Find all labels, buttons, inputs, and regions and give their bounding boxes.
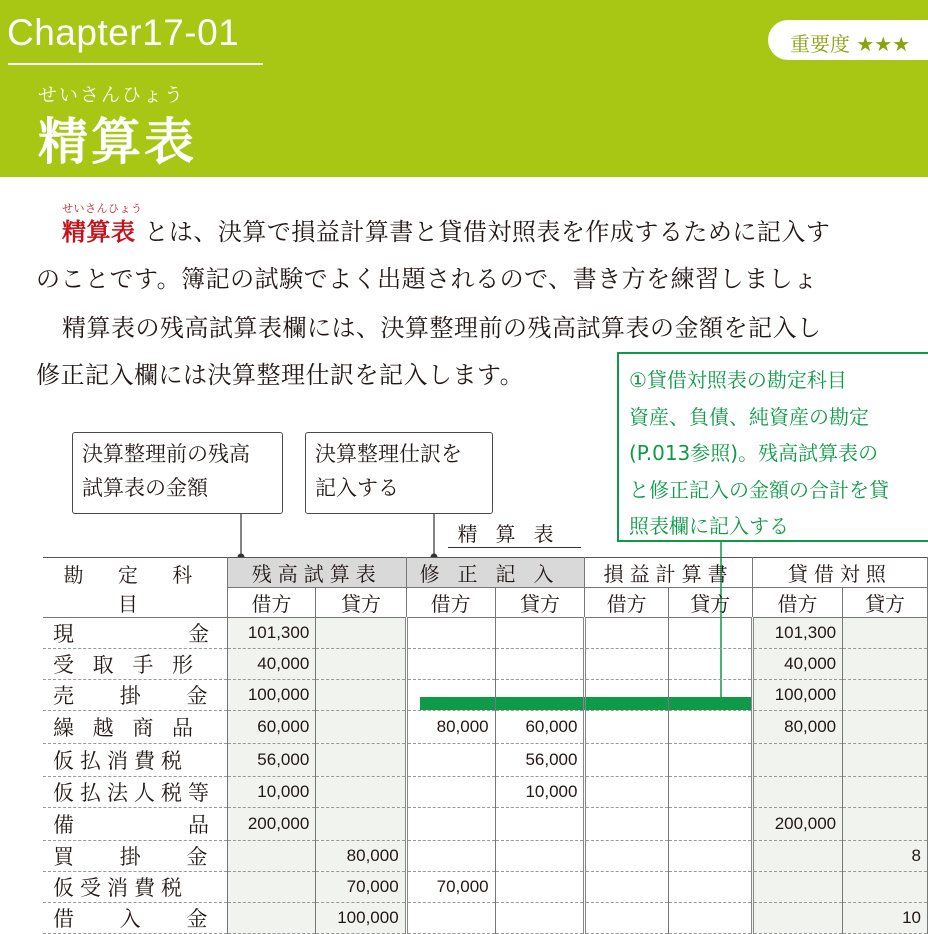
green-callout-line-2: 資産、負債、純資産の勘定 [629,404,869,429]
amount-cell [495,872,585,903]
amount-cell [668,808,752,841]
credit-header: 貸方 [668,588,752,618]
amount-cell: 56,000 [495,744,585,777]
title-ruby: せいさんひょう [38,84,186,106]
green-callout-line-1: ①貸借対照表の勘定科目 [629,368,847,392]
table-row [43,903,928,934]
amount-cell: 56,000 [227,744,316,777]
worksheet-table [43,557,928,934]
amount-cell: 10,000 [495,777,585,808]
amount-cell: 70,000 [316,872,406,903]
amount-cell [495,680,585,711]
amount-cell [495,808,585,841]
amount-cell: 101,300 [227,618,316,649]
chapter-number: Chapter17-01 [7,12,240,53]
amount-cell: 100,000 [752,680,842,711]
amount-cell [227,872,316,903]
amount-cell: 100,000 [316,903,406,934]
account-name: 売 掛 金 [43,680,227,711]
amount-cell [316,649,406,680]
amount-cell [406,744,495,777]
group-balance-sheet: 貸借対照 [752,558,927,588]
green-callout-line-5: 照表欄に記入する [629,514,789,538]
amount-cell [668,649,752,680]
amount-cell [668,711,752,744]
amount-cell [752,744,842,777]
amount-cell [316,711,406,744]
amount-cell [316,744,406,777]
account-name: 買 掛 金 [43,841,227,872]
amount-cell [668,777,752,808]
table-row [43,777,928,808]
paragraph-line-2: のことです。簿記の試験でよく出題されるので、書き方を練習しましょ [36,265,818,293]
amount-cell: 70,000 [406,872,495,903]
amount-cell: 80,000 [406,711,495,744]
amount-cell [406,777,495,808]
group-adjustments: 修正記入 [406,558,585,588]
amount-cell [495,841,585,872]
amount-cell [752,777,842,808]
amount-cell [585,872,668,903]
amount-cell [843,777,928,808]
amount-cell: 200,000 [227,808,316,841]
amount-cell [752,872,842,903]
amount-cell [668,841,752,872]
amount-cell [227,903,316,934]
amount-cell [316,680,406,711]
credit-header: 貸方 [495,588,585,618]
amount-cell [843,744,928,777]
amount-cell: 80,000 [316,841,406,872]
account-name: 受 取 手 形 [43,649,227,680]
green-callout-line-3: (P.013参照)。残高試算表の [629,441,879,465]
amount-cell [843,680,928,711]
amount-cell [752,841,842,872]
table-row [43,711,928,744]
amount-cell: 10,000 [227,777,316,808]
amount-cell [495,618,585,649]
callout-trial-balance-line-2: 試算表の金額 [82,476,208,500]
account-name: 仮払法人税等 [43,777,227,808]
account-name: 現 金 [43,618,227,649]
amount-cell [668,744,752,777]
debit-header: 借方 [406,588,495,618]
table-body [43,618,928,934]
account-name: 仮払消費税 [43,744,227,777]
amount-cell [668,618,752,649]
amount-cell [668,872,752,903]
debit-header: 借方 [752,588,842,618]
amount-cell [585,808,668,841]
amount-cell [585,903,668,934]
amount-cell: 40,000 [752,649,842,680]
amount-cell [406,680,495,711]
amount-cell [843,808,928,841]
callout-adjustments-line-1: 決算整理仕訳を [315,442,462,466]
table-row [43,872,928,903]
credit-header: 貸方 [843,588,928,618]
amount-cell [668,903,752,934]
amount-cell [843,711,928,744]
account-name: 借 入 金 [43,903,227,934]
amount-cell: 80,000 [752,711,842,744]
callout-trial-balance-line-1: 決算整理前の残高 [82,442,250,466]
keyword-ruby: せいさんひょう [62,202,143,215]
amount-cell [585,711,668,744]
amount-cell [316,618,406,649]
credit-header: 貸方 [316,588,406,618]
amount-cell [495,903,585,934]
page-title: 精算表 [38,113,197,171]
importance-label: 重要度 ★★★ [790,32,911,56]
amount-cell [316,777,406,808]
account-name: 繰 越 商 品 [43,711,227,744]
amount-cell: 60,000 [227,711,316,744]
amount-cell: 60,000 [495,711,585,744]
table-row [43,744,928,777]
table-row [43,841,928,872]
callout-adjustments-line-2: 記入する [315,476,399,500]
keyword-text: 精算表 [62,218,136,246]
amount-cell [406,808,495,841]
line-1-text: とは、決算で損益計算書と貸借対照表を作成するために記入す [144,218,831,246]
amount-cell [316,808,406,841]
amount-cell [752,903,842,934]
amount-cell [406,903,495,934]
amount-cell: 200,000 [752,808,842,841]
amount-cell [843,649,928,680]
group-income-statement: 損益計算書 [585,558,752,588]
table-row [43,618,928,649]
amount-cell [227,841,316,872]
amount-cell [585,680,668,711]
green-callout-line-4: と修正記入の金額の合計を貸 [629,477,889,502]
amount-cell: 8 [843,841,928,872]
amount-cell: 100,000 [227,680,316,711]
amount-cell: 40,000 [227,649,316,680]
paragraph-line-3: 精算表の残高試算表欄には、決算整理前の残高試算表の金額を記入し [62,314,822,342]
amount-cell [585,841,668,872]
account-name: 備 品 [43,808,227,841]
debit-header: 借方 [585,588,668,618]
amount-cell: 10 [843,903,928,934]
amount-cell [585,777,668,808]
table-row [43,808,928,841]
amount-cell [668,680,752,711]
debit-header: 借方 [227,588,316,618]
amount-cell [843,618,928,649]
amount-cell [406,618,495,649]
table-row [43,680,928,711]
amount-cell [585,744,668,777]
amount-cell [585,618,668,649]
amount-cell: 101,300 [752,618,842,649]
paragraph-line-4: 修正記入欄には決算整理仕訳を記入します。 [36,361,525,389]
amount-cell [495,649,585,680]
amount-cell [406,649,495,680]
table-row [43,649,928,680]
worksheet-title: 精算表 [448,518,581,548]
table-group-header-row [43,558,928,588]
account-header: 勘 定 科 目 [43,558,227,618]
account-name: 仮受消費税 [43,872,227,903]
amount-cell [843,872,928,903]
amount-cell [585,649,668,680]
group-trial-balance: 残高試算表 [227,558,406,588]
amount-cell [406,841,495,872]
